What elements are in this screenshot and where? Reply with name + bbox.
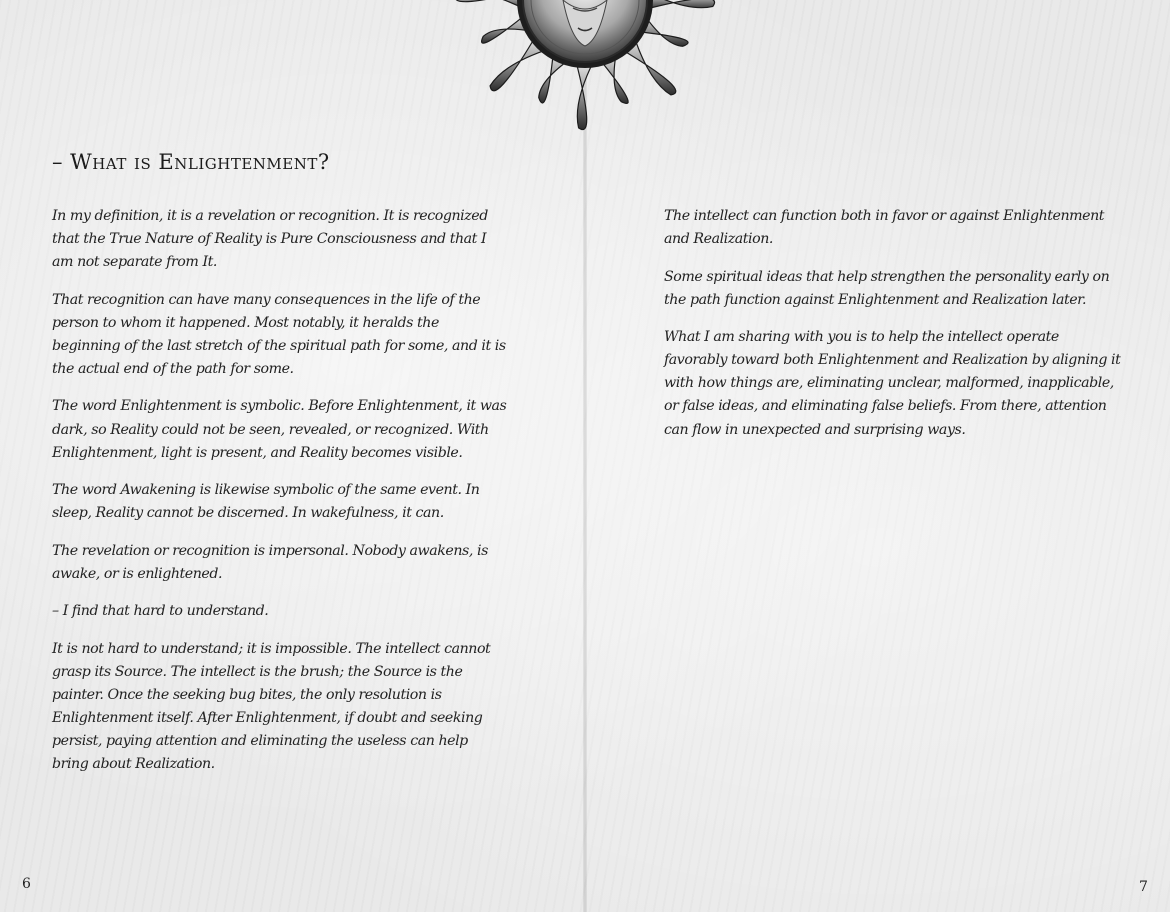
page-number-right: 7 [1139,879,1148,895]
sun-ray [455,0,525,10]
sun-ray [644,0,714,10]
paragraph: Some spiritual ideas that help strengthen the personality early on the path function against Enlightenment and Realization later. [664,268,1110,308]
right-page-body [664,205,1124,456]
chapter-heading: – What is Enlightenment? [52,150,330,174]
page-number-left: 6 [22,876,31,892]
paragraph: The revelation or recognition is impersonal. Nobody awakens, is awake, or is enlightened. [52,542,488,582]
paragraph: In my definition, it is a revelation or recognition. It is recognized that the True Nature of Reality is Pure Consciousness and that I am not separate from It. [52,208,488,271]
paragraph: What I am sharing with you is to help the intellect operate favorably toward both Enlightenment and Realization by aligning it with how things are, eliminating unclear, malformed, inapplicable, or false ideas, and eliminating false beliefs. From there, attention can flow in unexpected and surprising ways. [664,329,1121,438]
sun-ray [575,59,594,129]
left-page-body [52,205,508,791]
paragraph: The word Enlightenment is symbolic. Before Enlightenment, it was dark, so Reality could not be seen, revealed, or recognized. With Enlightenment, light is present, and Reality becomes visible. [52,398,507,461]
paragraph: The intellect can function both in favor or against Enlightenment and Realization. [664,208,1105,248]
sun-face-icon [445,0,725,150]
paragraph: That recognition can have many consequences in the life of the person to whom it happened. Most notably, it heralds the beginning of the last stretch of the spiritual path for some, and it is the actual end of the path for some. [52,291,506,377]
paragraph: The word Awakening is likewise symbolic of the same event. In sleep, Reality cannot be discerned. In wakefulness, it can. [52,482,480,522]
paragraph: It is not hard to understand; it is impossible. The intellect cannot grasp its Source. The intellect is the brush; the Source is the painter. Once the seeking bug bites, the only resolution is Enlightenment itself. After Enlightenment, if doubt and seeking persist, paying attention and eliminating the useless can help bring about Realization. [52,640,491,773]
paragraph: – I find that hard to understand. [52,603,269,620]
